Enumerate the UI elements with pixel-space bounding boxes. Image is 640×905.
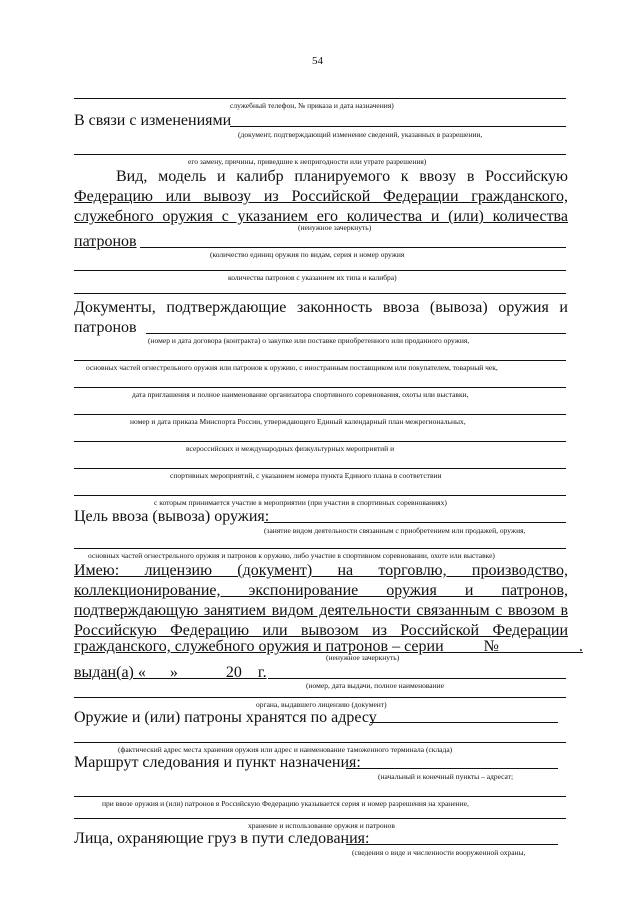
import-note: при ввозе оружия и (или) патронов в Российскую Федерацию указывается серия и номер разрешения на хранение, — [102, 799, 469, 808]
events-note: всероссийских и международных физкультурных мероприятий и — [186, 444, 395, 453]
replacement-note: его замену, причины, приведшие к непригодности или утрате разрешения) — [188, 157, 427, 166]
parts-note: основных частей огнестрельного оружия или патронов к оружию, с иностранным поставщиком или покупателем, товарный чек, — [86, 363, 498, 372]
storage-use-note: хранение и использование оружия и патронов — [248, 821, 395, 830]
rule-line — [74, 548, 566, 549]
issued-note: (номер, дата выдачи, полное наименование — [306, 681, 444, 690]
strike-note-1: (ненужное зачеркнуть) — [298, 223, 372, 232]
purpose-note-2: основных частей огнестрельного оружия и патронов к оружию, либо участие в спортивном соревновании, охоте или выставке) — [88, 551, 495, 560]
rule-line — [146, 333, 566, 334]
contract-note: (номер и дата договора (контракта) о закупке или поставке приобретенного или проданного оружия, — [148, 336, 470, 345]
license-line-1: Имею: лицензию (документ) на торговлю, производство, — [74, 562, 568, 579]
page-number: 54 — [312, 55, 323, 67]
cartridges-note: количества патронов с указанием их типа и калибра) — [228, 273, 397, 282]
rule-line — [74, 293, 566, 294]
rule-line — [74, 360, 566, 361]
docs-line-2: патронов — [74, 319, 137, 336]
docs-line-1: Документы, подтверждающие законность ввоза (вывоза) оружия и — [74, 299, 568, 316]
units-note: (количество единиц оружия по видам, серия и номер оружия — [210, 250, 405, 259]
rule-line — [74, 796, 566, 797]
invitation-note: дата приглашения и полное наименование организатора спортивного соревнования, охоты или выставки, — [132, 390, 469, 399]
rule-line — [74, 468, 566, 469]
guards-note: (сведения о виде и численности вооруженной охраны, — [352, 848, 526, 857]
rule-line — [74, 270, 566, 271]
changes-note: (документ, подтверждающий изменение сведений, указанных в разрешении, — [238, 130, 483, 139]
rule-line — [74, 98, 566, 99]
rule-line — [74, 154, 566, 155]
authority-note: органа, выдавшего лицензию (документ) — [256, 700, 387, 709]
guards-label: Лица, охраняющие груз в пути следования: — [74, 830, 370, 847]
rule-line — [230, 126, 566, 127]
rule-line — [140, 247, 566, 248]
route-note: (начальный и конечный пункты – адресат; — [378, 772, 514, 781]
rule-line — [268, 678, 566, 679]
rule-line — [74, 441, 566, 442]
storage-label: Оружие и (или) патроны хранятся по адресу — [74, 709, 377, 726]
rule-line — [74, 742, 566, 743]
purpose-label: Цель ввоза (вывоза) оружия: — [74, 508, 270, 525]
rule-line — [370, 722, 558, 723]
strike-note-2: (ненужное зачеркнуть) — [326, 653, 400, 662]
rule-line — [264, 522, 566, 523]
rule-line — [74, 697, 566, 698]
storage-note: (фактический адрес места хранения оружия или адрес и наименование таможенного терминала (склада) — [118, 745, 453, 754]
type-line-4: патронов — [74, 233, 137, 250]
service-phone-note: служебный телефон, № приказа и дата назначения) — [230, 101, 394, 110]
rule-line — [346, 844, 558, 845]
rule-line — [74, 818, 566, 819]
order-note: номер и дата приказа Минспорта России, утверждающего Единый календарный план межрегиональных, — [130, 417, 466, 426]
type-line-1: Вид, модель и калибр планируемого к ввозу в Российскую — [116, 168, 568, 185]
rule-line — [74, 414, 566, 415]
license-line-5: гражданского, служебного оружия и патронов – серии ____ №__________. — [74, 638, 583, 655]
route-label: Маршрут следования и пункт назначения: — [74, 754, 361, 771]
license-line-4: Российскую Федерацию или вывозом из Российской Федерации — [74, 622, 568, 639]
rule-line — [74, 495, 566, 496]
license-line-2: коллекционирование, экспонирование оружия и патронов, — [74, 582, 568, 599]
sport-note: спортивных мероприятий, с указанием номера пункта Единого плана в соответствии — [170, 471, 442, 480]
rule-line — [74, 387, 566, 388]
changes-label: В связи с изменениями — [74, 112, 232, 129]
issued-line: выдан(а) «___»______20__г. — [74, 664, 267, 681]
license-line-3: подтверждающую занятием видом деятельности связанным с ввозом в — [74, 602, 568, 619]
type-line-3: служебного оружия с указанием его количества и (или) количества — [74, 208, 568, 225]
type-line-2: Федерацию или вывозу из Российской Федерации гражданского, — [74, 188, 568, 205]
purpose-note-1: (занятие видом деятельности связанным с приобретением или продажей, оружия, — [264, 526, 526, 535]
participation-note: с которым принимается участие в мероприятии (при участии в спортивных соревнованиях) — [154, 498, 447, 507]
rule-line — [346, 768, 558, 769]
